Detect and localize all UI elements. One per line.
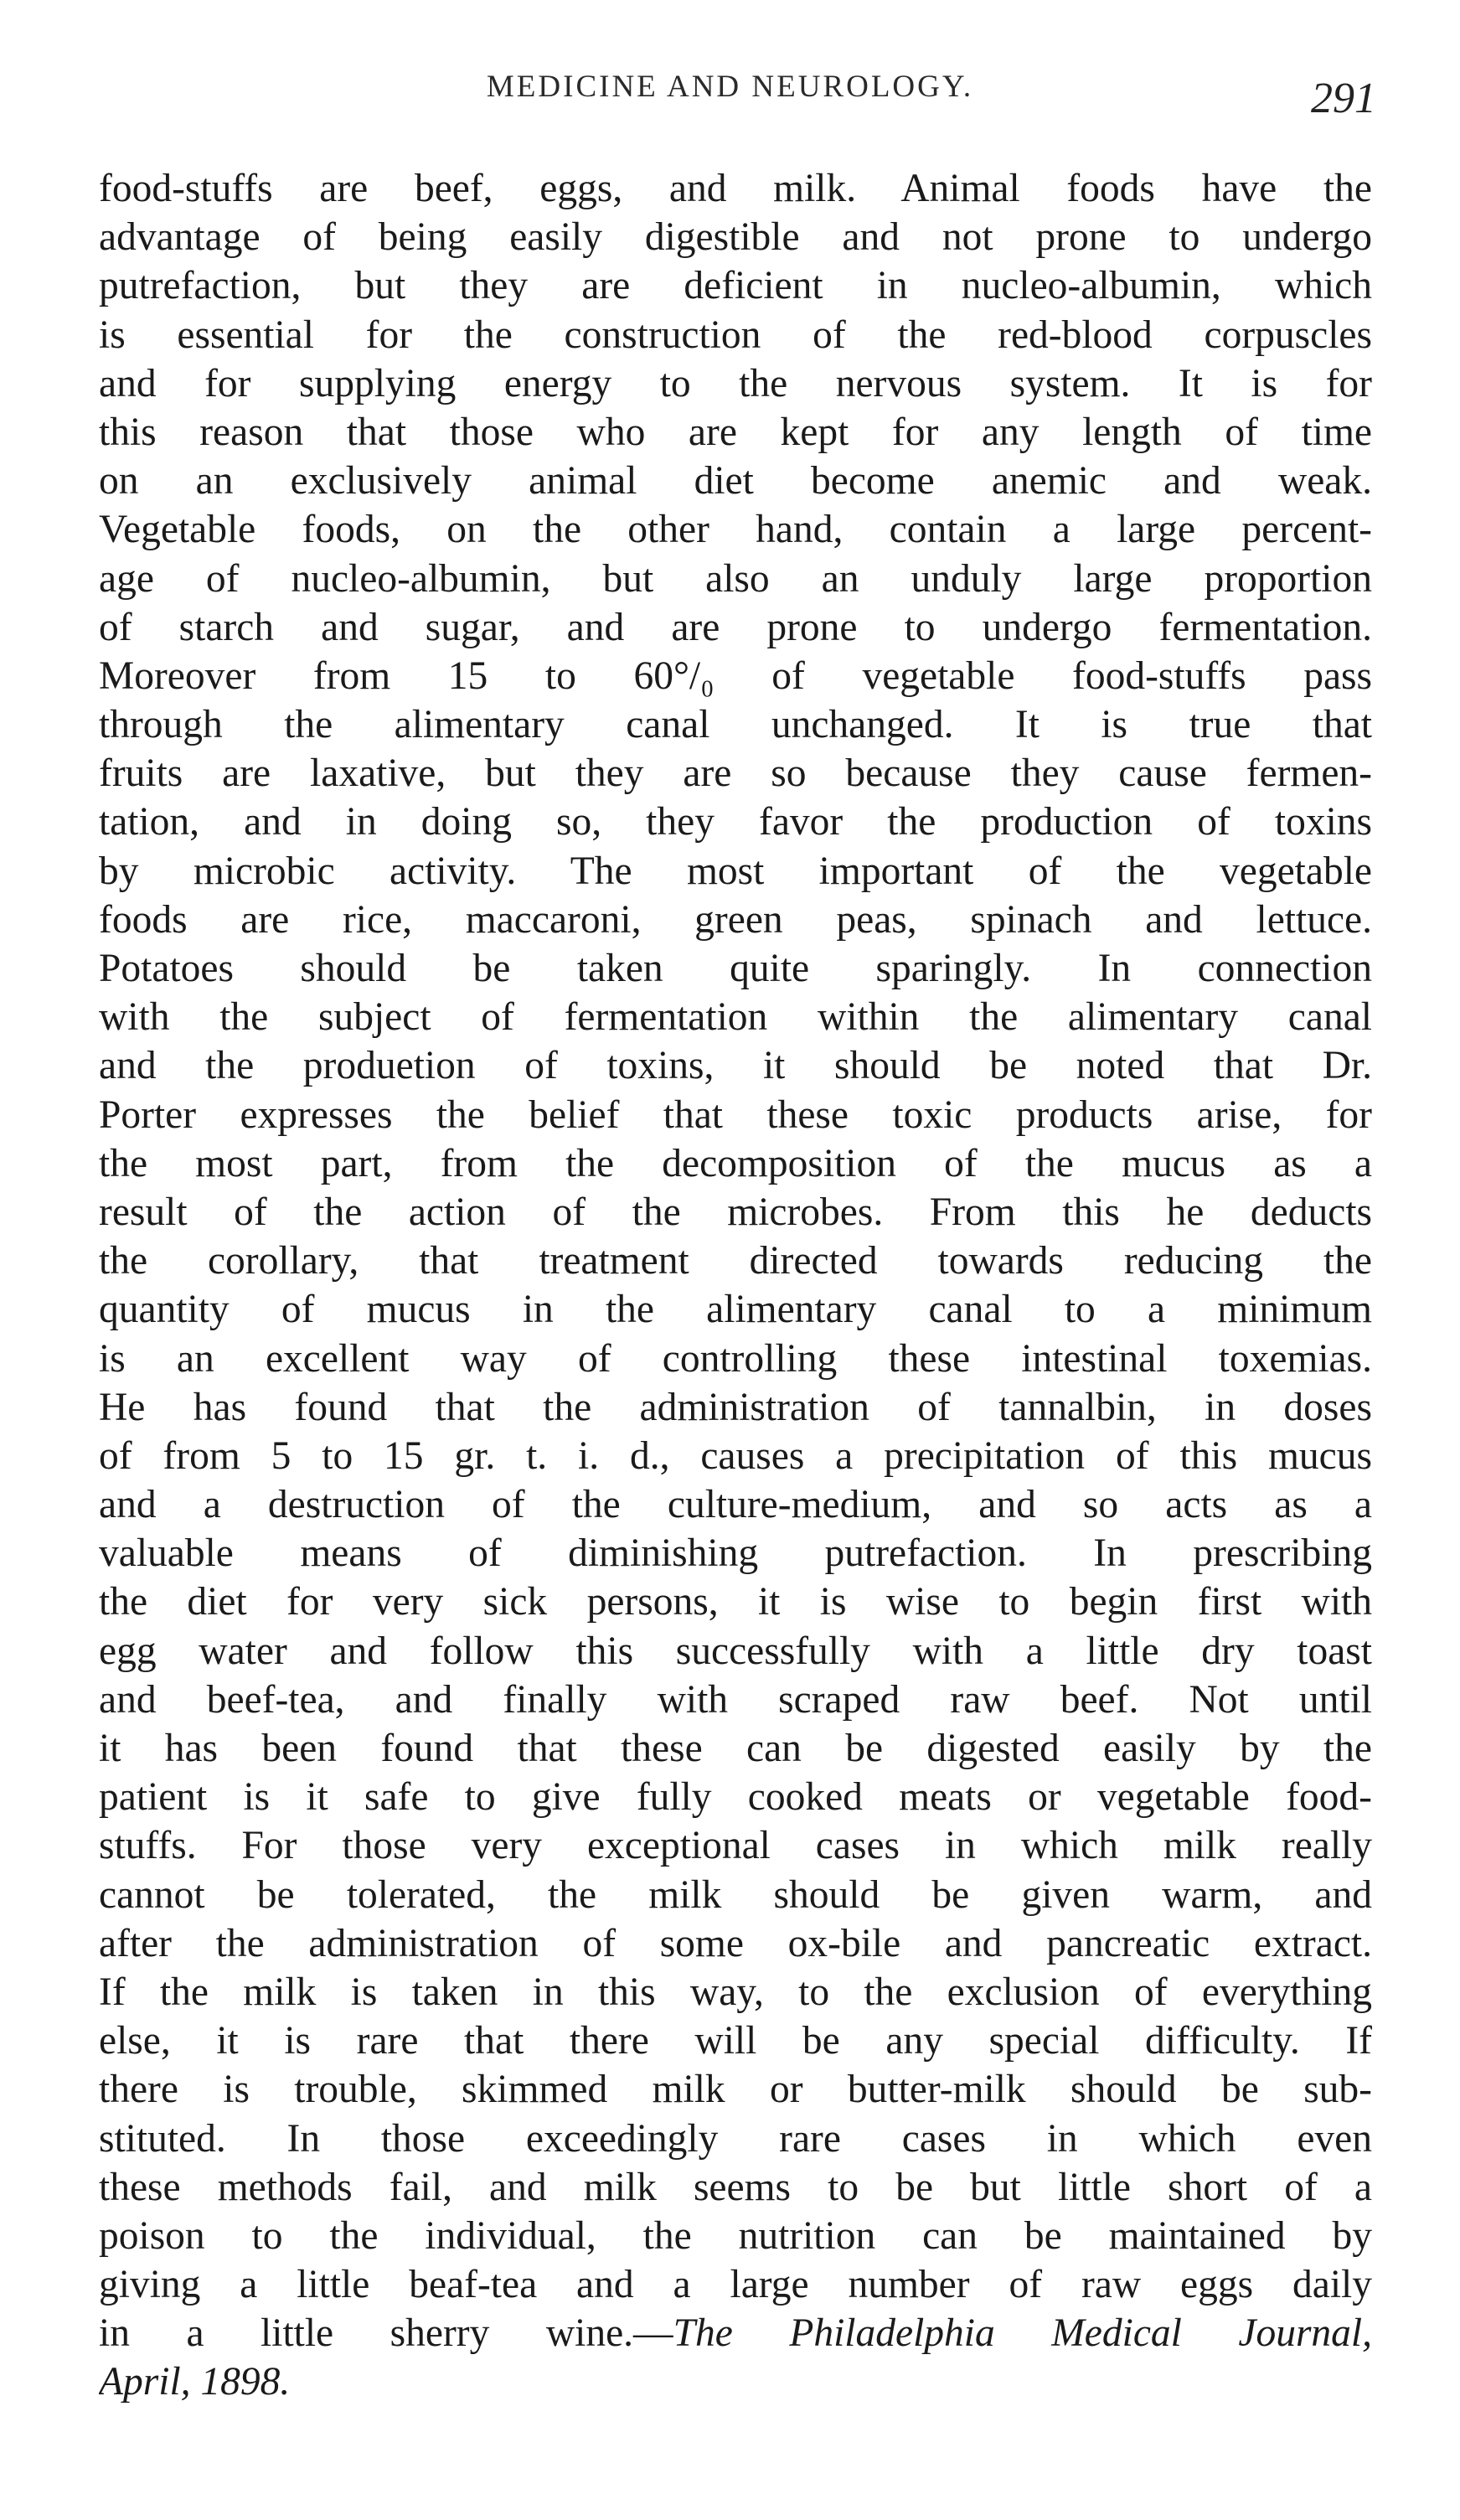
text-line: stuffs. For those very exceptional cases in which milk really [99,1824,1372,1868]
text-line: these methods fail, and milk seems to be but little short of a [99,2165,1372,2209]
text-line: age of nucleo-albumin, but also an unduly large proportion [99,556,1372,601]
text-line: by microbic activity. The most important of the vegetable [99,849,1372,893]
text-line: of starch and sugar, and are prone to undergo fermentation. [99,605,1372,649]
text-line: there is trouble, skimmed milk or butter-milk should be sub- [99,2068,1372,2112]
text-line: and for supplying energy to the nervous system. It is for [99,361,1372,405]
journal-citation: The Philadelphia Medical Journal, [673,2311,1372,2356]
text-line: Moreover from 15 to 60°/₀ of vegetable food-stuffs pass [99,653,1372,698]
text-line: is essential for the construction of the red-blood corpuscles [99,312,1372,357]
text-line: result of the action of the microbes. From this he deducts [99,1190,1372,1234]
text-line: advantage of being easily digestible and not prone to undergo [99,215,1372,260]
body-text [99,164,1372,2407]
final-line-text: in a little sherry wine.— [99,2311,673,2356]
text-line: poison to the individual, the nutrition can be maintained by [99,2213,1372,2258]
text-line: and beef-tea, and finally with scraped raw beef. Not until [99,1677,1372,1722]
text-line: with the subject of fermentation within the alimentary canal [99,995,1372,1040]
text-line: else, it is rare that there will be any special difficulty. If [99,2019,1372,2063]
text-line: putrefaction, but they are deficient in nucleo-albumin, which [99,264,1372,308]
text-line: cannot be tolerated, the milk should be given warm, and [99,1872,1372,1917]
text-line: through the alimentary canal unchanged. It is true that [99,703,1372,747]
text-line: food-stuffs are beef, eggs, and milk. Animal foods have the [99,167,1372,210]
text-line: the diet for very sick persons, it is wise to begin first with [99,1580,1372,1624]
text-line: giving a little beaf-tea and a large number of raw eggs daily [99,2263,1372,2307]
text-line: patient is it safe to give fully cooked meats or vegetable food- [99,1775,1372,1820]
text-line: this reason that those who are kept for any length of time [99,410,1372,454]
text-line: quantity of mucus in the alimentary canal to a minimum [99,1288,1372,1332]
text-line: and a destruction of the culture-medium, and so acts as a [99,1483,1372,1527]
text-line: the corollary, that treatment directed towards reducing the [99,1239,1372,1283]
text-line: tation, and in doing so, they favor the production of toxins [99,800,1372,844]
text-line: stituted. In those exceedingly rare cases in which even [99,2116,1372,2161]
running-head [0,69,1460,127]
text-line: foods are rice, maccaroni, green peas, spinach and lettuce. [99,897,1372,942]
text-line: on an exclusively animal diet become anemic and weak. [99,459,1372,503]
text-line: is an excellent way of controlling these intestinal toxemias. [99,1336,1372,1381]
text-line: Potatoes should be taken quite sparingly. In connection [99,947,1372,990]
text-line: the most part, from the decomposition of the mucus as a [99,1141,1372,1185]
text-line: and the produetion of toxins, it should be noted that Dr. [99,1044,1372,1088]
text-line: If the milk is taken in this way, to the exclusion of everything [99,1970,1372,2014]
text-line: fruits are laxative, but they are so because they cause fermen- [99,751,1372,796]
running-title: MEDICINE AND NEUROLOGY. [486,70,974,104]
citation-line [99,2309,1372,2357]
text-line: after the administration of some ox-bile and pancreatic extract. [99,1921,1372,1965]
text-line: He has found that the administration of tannalbin, in doses [99,1385,1372,1429]
text-line: it has been found that these can be digested easily by the [99,1727,1372,1770]
text-line: Porter expresses the belief that these toxic products arise, for [99,1092,1372,1137]
text-line: egg water and follow this successfully with a little dry toast [99,1629,1372,1673]
text-line: Vegetable foods, on the other hand, contain a large percent- [99,508,1372,552]
page-number: 291 [1311,75,1376,122]
closing-line [99,2357,1372,2406]
text-line: valuable means of diminishing putrefaction. In prescribing [99,1531,1372,1576]
text-line: of from 5 to 15 gr. t. i. d., causes a precipitation of this mucus [99,1433,1372,1478]
citation-date: April, 1898. [99,2360,291,2404]
